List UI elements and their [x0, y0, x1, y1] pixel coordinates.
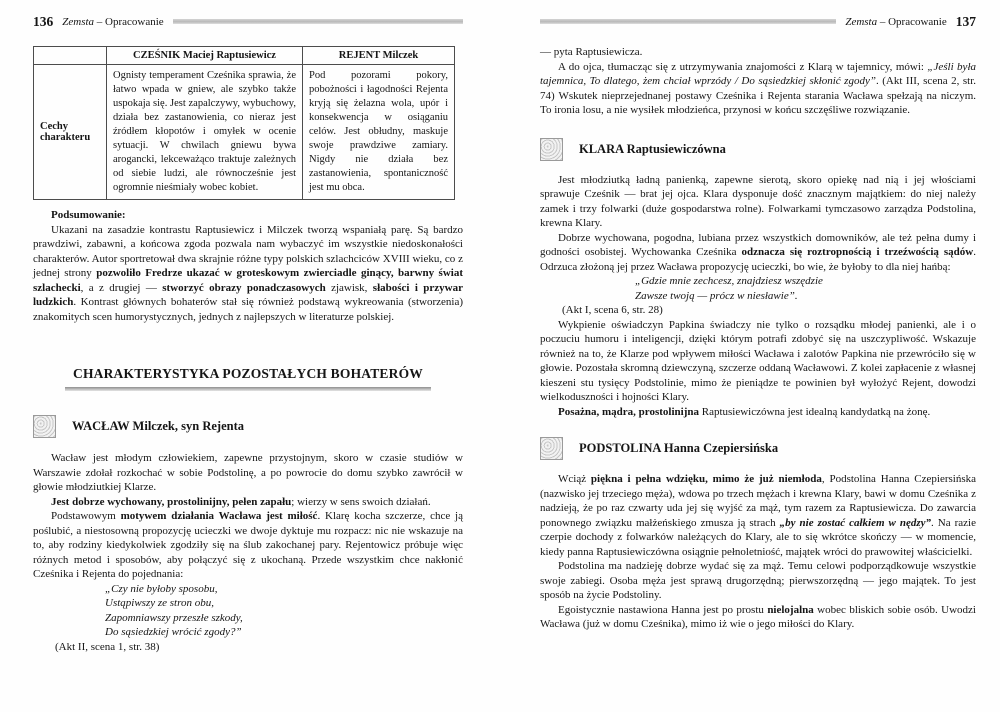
podstolina-paragraph-1: Wciąż piękna i pełna wdzięku, mimo że już niemłoda, Podstolina Hanna Czepiersińska (nazwisko jej trzeciego męża), wdowa po trzech mężach i krewna Klary, bawi w domu Cześnika z nadzieją, że po raz czwarty uda jej się wyjść za mąż, tym razem za Raptusiewicza. Do zawarcia ponownego związku małżeńskiego zmusza ją strach „by nie zostać całkiem w nędzy”. Na razie czerpie dochody z folwarków należących do Klary, ale to się wkrótce skończy — w momencie, kiedy panna Raptusiewiczówna osiągnie pełnoletniość, majątek wróci do prawowitej właścicielki.	[540, 473, 976, 558]
running-title	[62, 16, 163, 28]
continuation-line: — pyta Raptusiewicza.	[540, 46, 643, 58]
waclaw-paragraph-3: Podstawowym motywem działania Wacława jest miłość. Klarę kocha szczerze, chce ją poślubić, a niestosowną propozycję ucieczki we dwoje dyktuje mu rozpacz: nic nie wskazuje na to, aby rodziny kiedykolwiek zgodziły się na ślub zakochanej pary. Rejentowicz próbuje więc różnych metod i sposobów, aby połączyć się z ukochaną. Przede wszystkim chce nakłonić Cześnika i Rejenta do pojednania:	[33, 510, 464, 580]
header-rule	[540, 19, 836, 24]
section-head-podstolina	[540, 437, 976, 460]
klara-paragraph-1: Jest młodziutką ładną panienką, zapewne sierotą, skoro opiekę nad nią i jej włościami sprawuje Cześnik — brat jej ojca. Klara dysponuje dość znacznym majątkiem: do niej należy zamek i trzy folwarki (duże gospodarstwa rolne). Folwarkami tymczasowo zarządza Podstolina, krewna Klary.	[540, 173, 976, 229]
podstolina-paragraph-3: Egoistycznie nastawiona Hanna jest po prostu nielojalna wobec bliskich sobie osób. Uwodzi Wacława (już w domu Cześnika), mimo iż wie o jego miłości do Klary.	[540, 603, 976, 630]
waclaw-paragraph-2: Jest dobrze wychowany, prostolinijny, pełen zapału; wierzy w sens swoich działań.	[51, 495, 431, 508]
klara-paragraph-2: Dobrze wychowana, pogodna, lubiana przez wszystkich domowników, ale też pełna dumy i godności osobistej. Wychowanka Cześnika odznacza się roztropnością i trzeźwością sądów. Odrzuca złożoną jej przez Wacława propozycję ucieczki, bo wie, że byłoby to dla niej hańbą:	[540, 231, 976, 273]
section-ornament-icon	[540, 138, 563, 161]
section-head-waclaw	[33, 415, 463, 438]
table-corner-cell	[34, 47, 107, 65]
chapter-heading-rule	[65, 387, 431, 391]
table-cell-czesnik: Ognisty temperament Cześnika sprawia, że łatwo wpada w gniew, ale szybko także uspokaja się. Jest zapalczywy, wybuchowy, działa bez zastanowienia, co nieraz jest źródłem kłopotów i omyłek w ocenie sytuacji. W chwilach gniewu bywa arogancki, lekceważąco traktuje zależnych od siebie ludzi, ale równocześnie jest ogromnie nieśmiały wobec kobiet.	[107, 65, 303, 200]
section-title-podstolina: PODSTOLINA Hanna Czepiersińska	[579, 441, 779, 455]
table-cell-rejent: Pod pozorami pokory, pobożności i łagodności Rejenta kryją się żelazna wola, upór i konsekwencja w osiąganiu celów. Jest obłudny, maskuje swoje prawdziwe zamiary. Nigdy nie działa bez zastanowienia, spontaniczność jest mu obca.	[303, 65, 455, 200]
podsumowanie-paragraph: Ukazani na zasadzie kontrastu Raptusiewicz i Milczek tworzą wspaniałą parę. Są bardzo prawdziwi, zabawni, a końcowa zgoda pozwala nam wybaczyć im wszystkie niedoskonałości charakterów. Autor sportretował dwa skrajnie różne typy polskich szlachciców XVIII wieku, co z jednej strony pozwoliło Fredrze ukazać w groteskowym zwierciadle ginący, barwny świat szlachecki, a z drugiej — stworzyć obrazy ponadczasowych zjawisk, słabości i przywar ludzkich. Kontrast głównych bohaterów stał się również podstawą wykreowania (stworzenia) znakomitych scen humorystycznych, jednych z najlepszych w literaturze polskiej.	[33, 223, 463, 323]
section-title-klara: KLARA Raptusiewiczówna	[579, 141, 726, 156]
running-title	[845, 16, 946, 28]
podsumowanie-label: Podsumowanie:	[51, 209, 126, 221]
page-header-right	[540, 14, 976, 29]
klara-verse-quote: „Gdzie mnie zechcesz, znajdziesz wszędzie Zawsze twoją — prócz w niesławie”.	[635, 275, 823, 302]
running-title-rest: – Opracowanie	[94, 15, 164, 28]
section-title-waclaw: WACŁAW Milczek, syn Rejenta	[72, 419, 244, 433]
table-header-czesnik: CZEŚNIK Maciej Raptusiewicz	[107, 47, 303, 65]
running-title-rest: – Opracowanie	[877, 15, 947, 28]
header-rule	[173, 19, 463, 24]
table-header-rejent: REJENT Milczek	[303, 47, 455, 65]
running-title-book: Zemsta	[845, 15, 878, 28]
podstolina-paragraph-2: Podstolina ma nadzieję dobrze wydać się za mąż. Temu celowi podporządkowuje wszystkie swoje zabiegi. Osoba męża jest sprawą drugorzędną; pierwszorzędną — jego majątek. To jest sposób na życie Podstoliny.	[540, 560, 976, 601]
waclaw-paragraph-1: Wacław jest młodym człowiekiem, zapewne przystojnym, skoro w czasie studiów w Warszawie zdołał rozkochać w sobie Podstolinę, a po powrocie do domu szybko zawrócił w głowie młodziutkiej Klarze.	[33, 452, 463, 493]
klara-paragraph-3: Wykpienie oświadczyn Papkina świadczy nie tylko o rozsądku młodej panienki, ale i o poczuciu humoru i inteligencji, dzięki którym potrafi zdobyć się na uszczypliwość. Wskazuje również na to, że Klarze pod wpływem miłości Wacława i zalotów Papkina nie przewróciło się w głowie. Pozostała skromną dziewczyną, szczerze oddaną Wacławowi. Z kolei zapłacenie z własnej kieszeni stu tysięcy Podstolinie, mimo że pieniądze te powinien był wyłożyć Rejent, dowodzi wielkoduszności i hojności Klary.	[540, 318, 976, 403]
page-number: 136	[33, 13, 54, 29]
chapter-heading: CHARAKTERYSTYKA POZOSTAŁYCH BOHATERÓW	[73, 366, 423, 381]
page-header-left	[33, 14, 463, 29]
character-comparison-table	[33, 46, 455, 200]
klara-citation: (Akt I, scena 6, str. 28)	[562, 304, 663, 316]
waclaw-paragraph-4: A do ojca, tłumacząc się z utrzymywania znajomości z Klarą w tajemnicy, mówi: „Jeśli była tajemnica, To dlatego, żem chciał wprzódy / Do sąsiedzkiej skłonić zgody”. (Akt III, scena 2, str. 74) Wskutek nieprzejednanej postawy Cześnika i Rejenta starania Wacława spełzają na niczym. To ironia losu, a nie wysiłek młodzieńca, przynosi w końcu szczęśliwe rozwiązanie.	[540, 60, 976, 116]
section-head-klara	[540, 138, 976, 161]
page-137	[540, 0, 976, 632]
klara-paragraph-4: Posażna, mądra, prostolinijna Raptusiewiczówna jest idealną kandydatką na żonę.	[558, 405, 931, 418]
section-ornament-icon	[33, 415, 56, 438]
waclaw-citation: (Akt II, scena 1, str. 38)	[55, 640, 160, 653]
waclaw-verse-quote: „Czy nie byłoby sposobu, Ustąpiwszy ze stron obu, Zapomniawszy przeszłe szkody, Do sąsiedzkiej wrócić zgody?”	[105, 582, 243, 638]
page-136	[33, 0, 463, 654]
page-number: 137	[955, 13, 976, 29]
section-ornament-icon	[540, 437, 563, 460]
table-row-label: Cechy charakteru	[34, 65, 107, 200]
running-title-book: Zemsta	[62, 15, 95, 28]
